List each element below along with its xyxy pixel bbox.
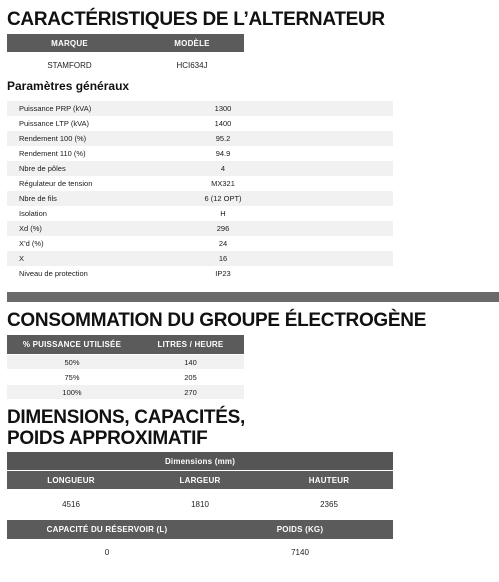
- liters-per-hour: 270: [184, 388, 197, 397]
- width-value: 1810: [191, 500, 209, 509]
- table-row: [7, 131, 393, 146]
- param-label: Nbre de fils: [19, 194, 57, 203]
- model-value: HCI634J: [176, 61, 208, 70]
- table-row: [7, 116, 393, 131]
- dimensions-group-label: Dimensions (mm): [164, 457, 236, 466]
- height-header: HAUTEUR: [308, 476, 350, 485]
- param-label: Rendement 110 (%): [19, 149, 86, 158]
- table-row: [7, 161, 393, 176]
- weight-value: 7140: [291, 548, 309, 557]
- param-value: 1400: [214, 119, 232, 128]
- table-row: [7, 176, 393, 191]
- tank-capacity-value: 0: [104, 548, 110, 557]
- capacity-header-row: [7, 520, 393, 539]
- param-value: H: [220, 209, 226, 218]
- tank-capacity-header: CAPACITÉ DU RÉSERVOIR (L): [46, 525, 168, 534]
- param-value: 296: [216, 224, 230, 233]
- table-row: [7, 266, 393, 281]
- table-row: [7, 101, 393, 116]
- param-label: X’d (%): [19, 239, 44, 248]
- brand-value: STAMFORD: [47, 61, 92, 70]
- dimensions-title-line1: DIMENSIONS, CAPACITÉS,: [7, 407, 245, 428]
- model-header: MODÈLE: [174, 39, 210, 48]
- liters-per-hour: 205: [184, 373, 197, 382]
- table-row: [7, 370, 244, 384]
- alternator-header-row: [7, 34, 244, 52]
- height-value: 2365: [320, 500, 338, 509]
- param-label: X: [19, 254, 25, 263]
- power-percent: 75%: [64, 373, 80, 382]
- table-row: [7, 355, 244, 369]
- length-value: 4516: [62, 500, 80, 509]
- param-value: 6 (12 OPT): [204, 194, 242, 203]
- liters-per-hour: 140: [184, 358, 197, 367]
- table-row: [7, 191, 393, 206]
- param-value: 16: [218, 254, 228, 263]
- param-value: 4: [220, 164, 226, 173]
- power-used-header: % PUISSANCE UTILISÉE: [22, 340, 122, 349]
- param-label: Rendement 100 (%): [19, 134, 87, 143]
- consumption-title: CONSOMMATION DU GROUPE ÉLECTROGÈNE: [7, 310, 427, 331]
- table-row: [7, 251, 393, 266]
- table-row: [7, 385, 244, 399]
- dimensions-header-row: [7, 471, 393, 489]
- consumption-header-row: [7, 335, 244, 354]
- param-label: Isolation: [19, 209, 47, 218]
- section-divider: [7, 292, 499, 302]
- table-row: [7, 206, 393, 221]
- param-value: 24: [218, 239, 228, 248]
- length-header: LONGUEUR: [47, 476, 95, 485]
- param-label: Puissance LTP (kVA): [19, 119, 90, 128]
- brand-header: MARQUE: [51, 39, 88, 48]
- param-value: MX321: [211, 179, 235, 188]
- general-params-title: Paramètres généraux: [7, 79, 130, 93]
- table-row: [7, 146, 393, 161]
- power-percent: 50%: [64, 358, 80, 367]
- param-value: IP23: [215, 269, 231, 278]
- weight-header: POIDS (KG): [276, 525, 324, 534]
- dimensions-group-header: [7, 452, 393, 470]
- param-label: Puissance PRP (kVA): [19, 104, 92, 113]
- param-label: Xd (%): [19, 224, 42, 233]
- param-value: 94.9: [215, 149, 231, 158]
- param-label: Régulateur de tension: [19, 179, 93, 188]
- param-label: Nbre de pôles: [19, 164, 66, 173]
- param-value: 95.2: [215, 134, 231, 143]
- power-percent: 100%: [62, 388, 82, 397]
- param-label: Niveau de protection: [19, 269, 88, 278]
- liters-per-hour-header: LITRES / HEURE: [157, 340, 224, 349]
- param-value: 1300: [214, 104, 232, 113]
- dimensions-title-line2: POIDS APPROXIMATIF: [7, 428, 208, 449]
- alternator-title: CARACTÉRISTIQUES DE L’ALTERNATEUR: [7, 9, 385, 30]
- table-row: [7, 236, 393, 251]
- width-header: LARGEUR: [179, 476, 221, 485]
- table-row: [7, 221, 393, 236]
